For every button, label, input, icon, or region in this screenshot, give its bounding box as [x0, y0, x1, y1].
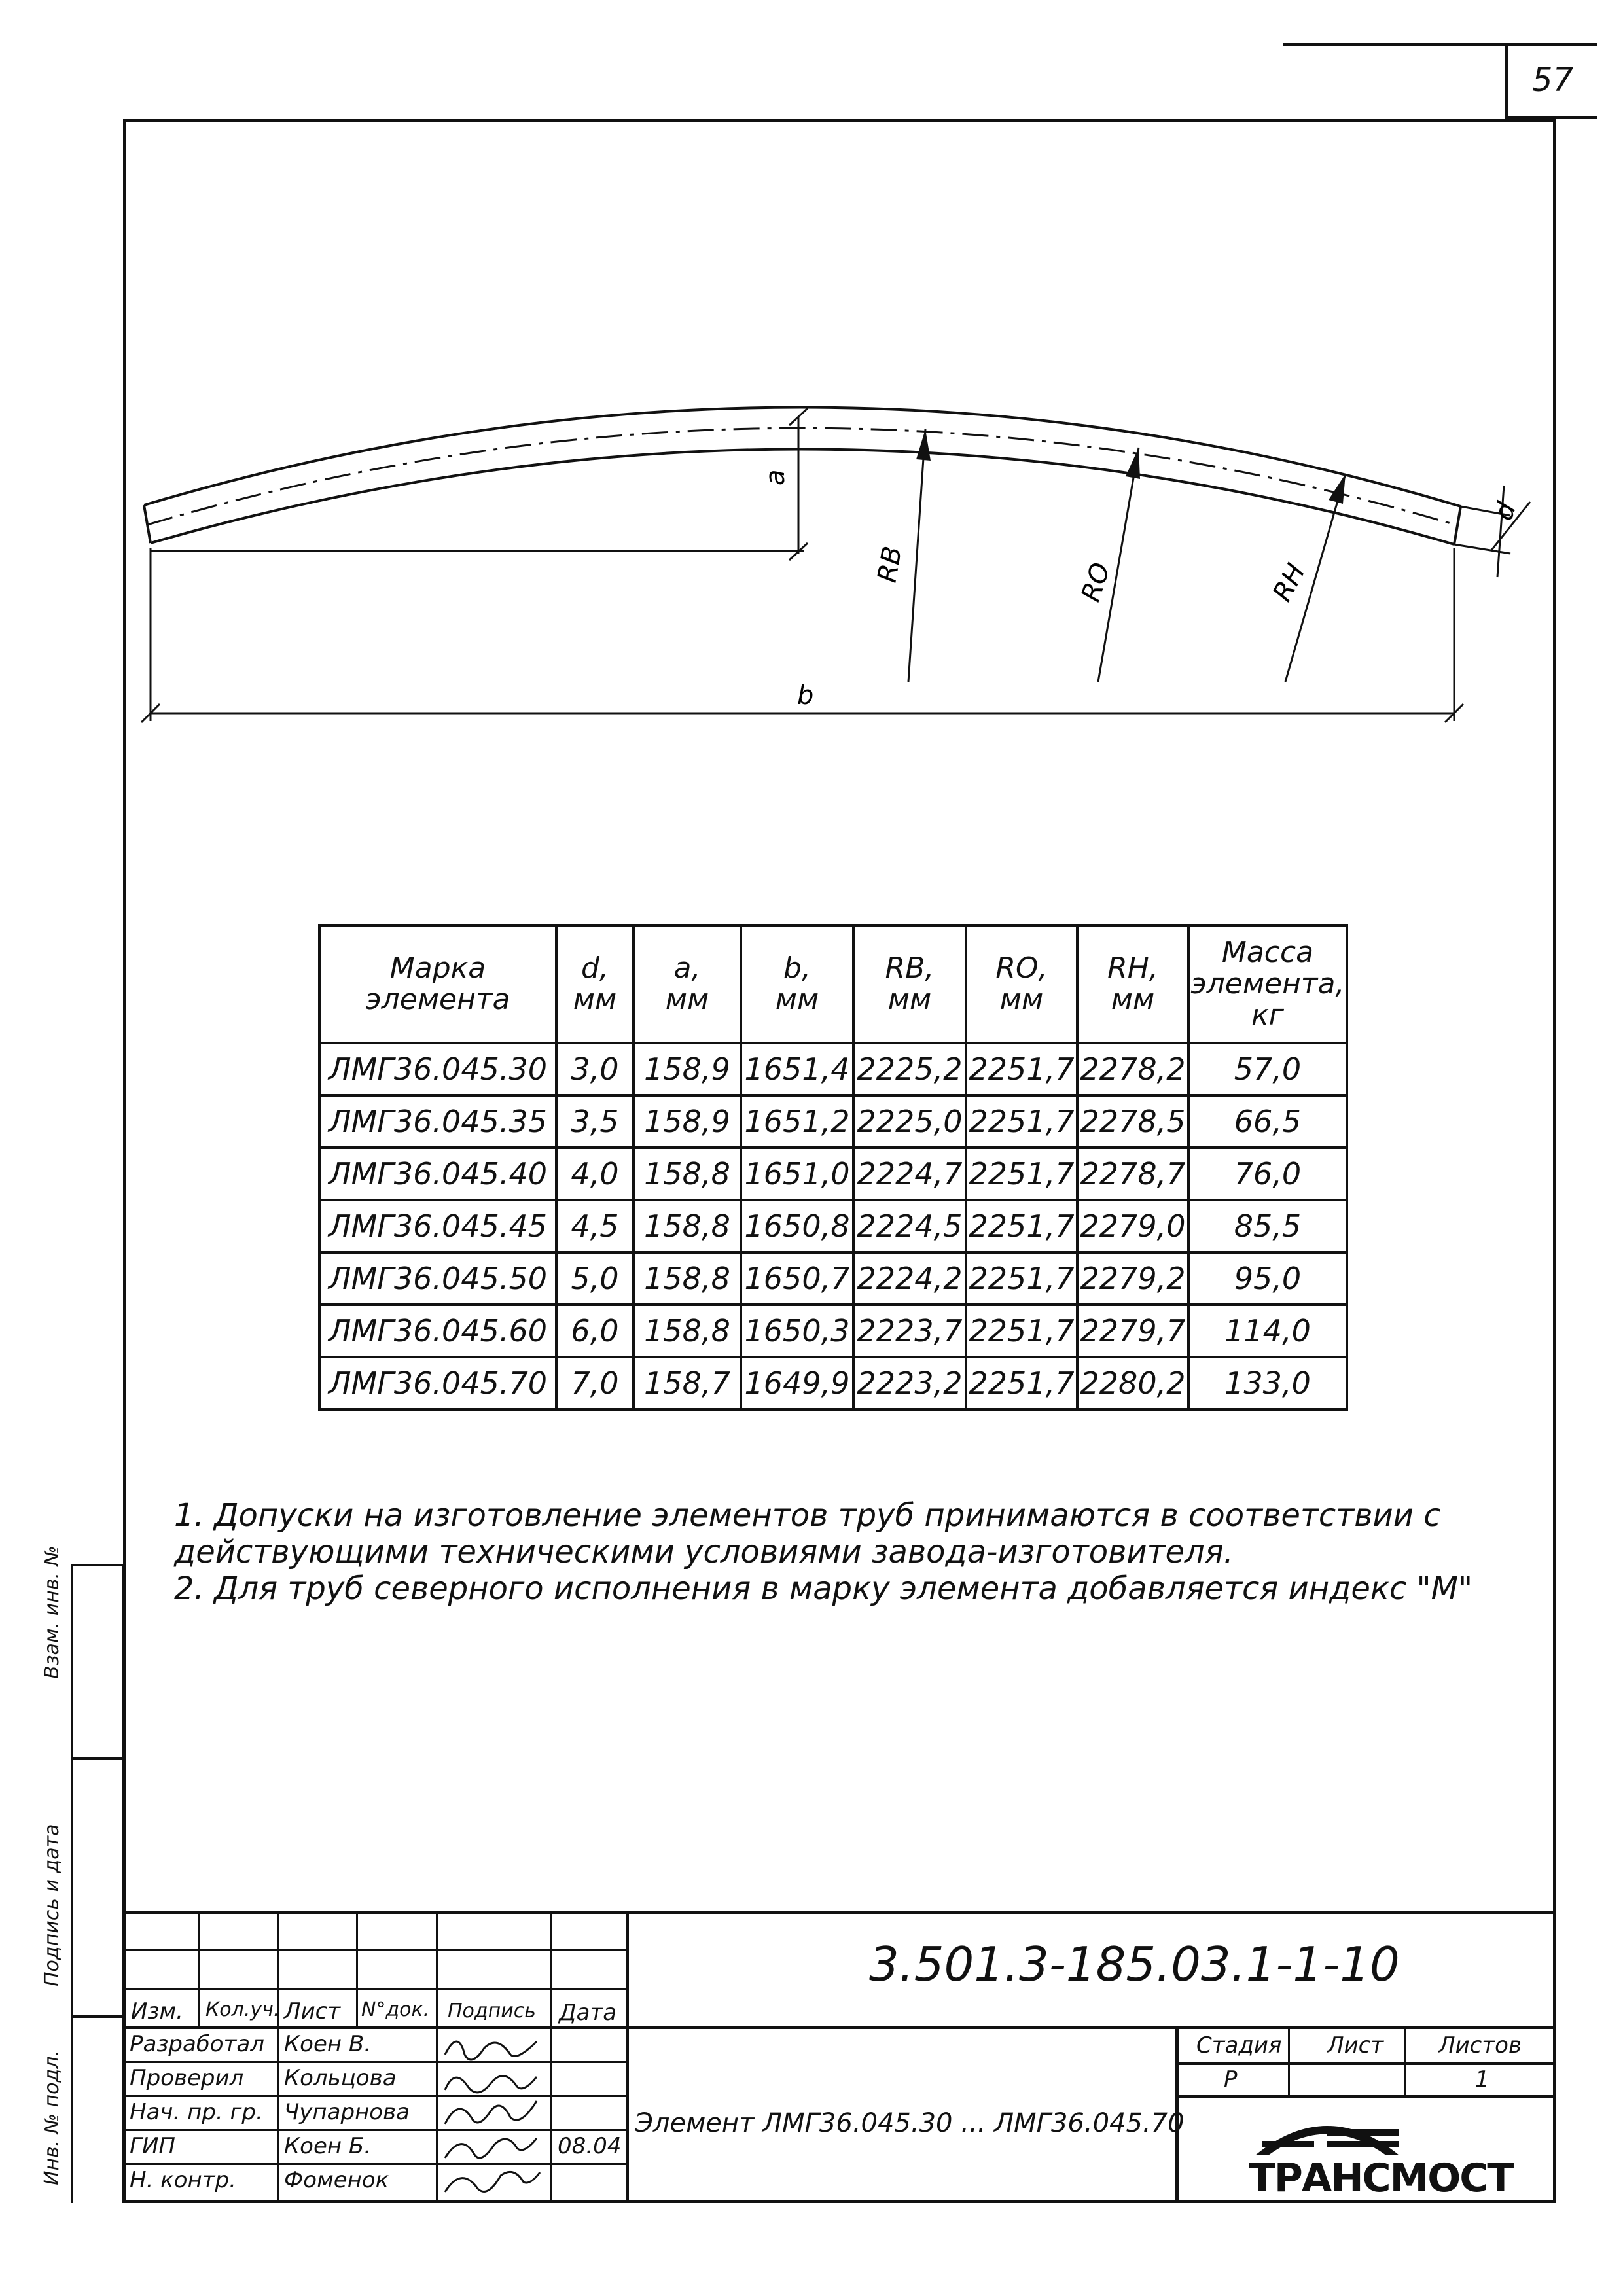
element-spec-table: [318, 924, 1348, 1411]
table-row: ЛМГ36.045.30 3,0 158,9 1651,4 2225,2 2251,7 2278,2 57,0: [319, 1043, 1347, 1095]
role-proveril: Проверил: [130, 2065, 244, 2091]
table-row: ЛМГ36.045.50 5,0 158,8 1650,7 2224,2 2251,7 2279,2 95,0: [319, 1252, 1347, 1305]
col-list: Лист: [284, 1998, 341, 2024]
name-nach-gr: Чупарнова: [284, 2099, 410, 2125]
side-label-podpis: Подпись и дата: [41, 1824, 63, 1987]
table-row: ЛМГ36.045.45 4,5 158,8 1650,8 2224,5 2251,7 2279,0 85,5: [319, 1200, 1347, 1252]
label-listov: Листов: [1438, 2032, 1522, 2058]
name-razrabotal: Коен В.: [284, 2031, 372, 2057]
side-stamp: [71, 1564, 123, 2203]
side-cell-inv: [73, 2018, 126, 2203]
label-r-outer: RН: [1267, 558, 1312, 607]
note-line: 2. Для труб северного исполнения в марку элемента добавляется индекс "М": [174, 1570, 1473, 1607]
label-r-mid: RО: [1075, 559, 1116, 606]
outer-arc: [144, 407, 1461, 506]
name-proveril: Кольцова: [284, 2065, 397, 2091]
page-number: 57: [1505, 43, 1597, 119]
header-r-mid: RО, мм: [966, 925, 1077, 1043]
arc-element-drawing: [123, 119, 1556, 839]
date-gip: 08.04: [558, 2133, 622, 2159]
table-header-row: [319, 925, 1347, 1043]
axis-line: [147, 428, 1457, 525]
side-label-inv: Инв. № подл.: [41, 2050, 63, 2185]
header-d: d, мм: [556, 925, 633, 1043]
col-izm: Изм.: [131, 1998, 183, 2024]
header-mass: Масса элемента, кг: [1188, 925, 1347, 1043]
value-stadiya: Р: [1224, 2066, 1238, 2093]
label-a: a: [760, 469, 791, 486]
signatures: [437, 2028, 550, 2202]
label-r-inner: RВ: [872, 544, 908, 585]
company-logo: [1196, 2107, 1537, 2199]
title-block: [123, 1911, 1556, 2203]
label-b: b: [797, 680, 814, 711]
role-gip: ГИП: [130, 2133, 175, 2159]
header-b: b, мм: [741, 925, 853, 1043]
table-row: ЛМГ36.045.35 3,5 158,9 1651,2 2225,0 2251,7 2278,5 66,5: [319, 1095, 1347, 1148]
table-row: ЛМГ36.045.40 4,0 158,8 1651,0 2224,7 2251,7 2278,7 76,0: [319, 1148, 1347, 1200]
logo-text: ТРАНСМОСТ: [1249, 2155, 1513, 2201]
side-cell-podpis: [73, 1760, 126, 2018]
col-kol-uch: Кол.уч.: [205, 1998, 280, 2021]
header-r-outer: RН, мм: [1077, 925, 1188, 1043]
table-row: ЛМГ36.045.70 7,0 158,7 1649,9 2223,2 2251,7 2280,2 133,0: [319, 1357, 1347, 1409]
role-razrabotal: Разработал: [130, 2031, 264, 2057]
header-r-inner: RВ, мм: [853, 925, 966, 1043]
logo-mark-icon: [1249, 2110, 1406, 2162]
name-n-kontr: Фоменок: [284, 2167, 389, 2193]
label-d: d: [1488, 498, 1523, 525]
side-label-vzam: Взам. инв. №: [41, 1545, 63, 1679]
label-stadiya: Стадия: [1196, 2032, 1282, 2058]
value-listov: 1: [1475, 2066, 1489, 2093]
page-number-rule: [1283, 43, 1597, 46]
col-data: Дата: [559, 2000, 617, 2026]
col-n-dok: N°док.: [361, 1998, 430, 2021]
notes: [174, 1497, 1522, 1607]
side-cell-vzam: [73, 1566, 126, 1760]
element-title: Элемент ЛМГ36.045.30 ... ЛМГ36.045.70: [635, 2108, 1185, 2138]
label-list: Лист: [1327, 2032, 1384, 2058]
role-n-kontr: Н. контр.: [130, 2167, 236, 2193]
header-mark: Марка элемента: [319, 925, 556, 1043]
header-a: a, мм: [633, 925, 741, 1043]
name-gip: Коен Б.: [284, 2133, 372, 2159]
role-nach-gr: Нач. пр. гр.: [130, 2099, 263, 2125]
note-line: 1. Допуски на изготовление элементов труб принимаются в соответствии с: [174, 1497, 1441, 1534]
table-row: ЛМГ36.045.60 6,0 158,8 1650,3 2223,7 2251,7 2279,7 114,0: [319, 1305, 1347, 1357]
note-line: действующими техническими условиями завода-изготовителя.: [174, 1534, 1234, 1570]
inner-arc: [151, 449, 1454, 544]
doc-code: 3.501.3-185.03.1-1-10: [869, 1937, 1400, 1992]
col-podpis: Подпись: [448, 2000, 536, 2022]
